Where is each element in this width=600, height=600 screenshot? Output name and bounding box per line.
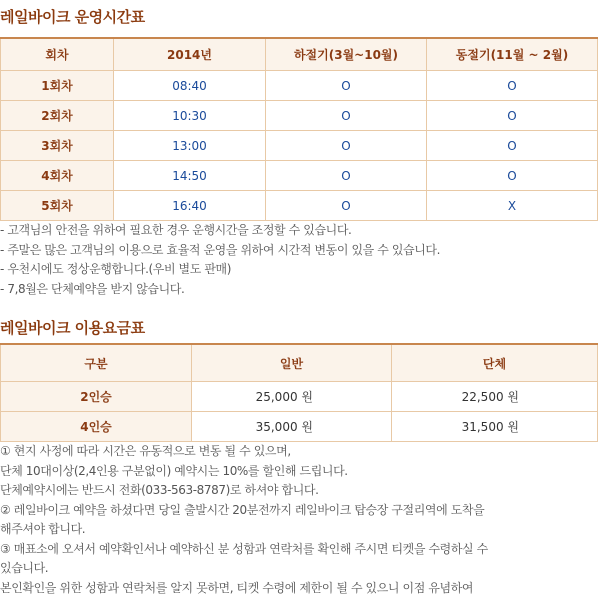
- general-price: 25,000 원: [192, 382, 392, 412]
- schedule-header-winter: 동절기(11월 ~ 2월): [427, 38, 598, 71]
- note-line: - 우천시에도 정상운행합니다.(우비 별도 판매): [0, 262, 232, 276]
- winter-availability: O: [427, 131, 598, 161]
- note-line: 해주셔야 합니다.: [0, 522, 86, 536]
- note-line: 있습니다.: [0, 561, 49, 575]
- winter-availability: O: [427, 101, 598, 131]
- schedule-notes: [0, 221, 440, 299]
- fee-header-row: [1, 344, 598, 382]
- note-line: 본인확인을 위한 성함과 연락처를 알지 못하면, 티켓 수령에 제한이 될 수 있으니 이점 유념하여: [0, 580, 474, 595]
- round-label: 1회차: [1, 71, 114, 101]
- fee-header-general: 일반: [192, 344, 392, 382]
- note-line: 단체예약시에는 반드시 전화(033-563-8787)로 하셔야 합니다.: [0, 483, 319, 497]
- schedule-header-summer: 하절기(3월~10월): [266, 38, 427, 71]
- note-line: 단체 10대이상(2,4인용 구분없이) 예약시는 10%를 할인해 드립니다.: [0, 463, 348, 478]
- bike-type: 2인승: [1, 382, 192, 412]
- note-line: ③ 매표소에 오셔서 예약확인서나 예약하신 분 성함과 연락처를 확인해 주시면 티켓을 수령하실 수: [0, 541, 488, 556]
- fee-title: 레일바이크 이용요금표: [0, 319, 145, 337]
- departure-time: 14:50: [114, 161, 266, 191]
- schedule-header-round: 회차: [1, 38, 114, 71]
- table-row: [1, 71, 598, 101]
- summer-availability: O: [266, 101, 427, 131]
- round-label: 2회차: [1, 101, 114, 131]
- table-row: [1, 131, 598, 161]
- general-price: 35,000 원: [192, 412, 392, 442]
- table-row: [1, 161, 598, 191]
- note-line: ② 레일바이크 예약을 하셨다면 당일 출발시간 20분전까지 레일바이크 탑승장 구절리역에 도착을: [0, 502, 485, 517]
- departure-time: 13:00: [114, 131, 266, 161]
- table-row: [1, 191, 598, 221]
- note-line: - 주말은 많은 고객님의 이용으로 효율적 운영을 위하여 시간적 변동이 있을 수 있습니다.: [0, 242, 441, 257]
- winter-availability: O: [427, 71, 598, 101]
- round-label: 4회차: [1, 161, 114, 191]
- schedule-header-row: [1, 38, 598, 71]
- table-row: [1, 412, 598, 442]
- departure-time: 10:30: [114, 101, 266, 131]
- fee-header-group: 단체: [392, 344, 598, 382]
- fee-table: [0, 343, 598, 442]
- summer-availability: O: [266, 191, 427, 221]
- winter-availability: O: [427, 161, 598, 191]
- round-label: 5회차: [1, 191, 114, 221]
- fee-notes: [0, 442, 488, 598]
- summer-availability: O: [266, 71, 427, 101]
- group-price: 31,500 원: [392, 412, 598, 442]
- table-row: [1, 382, 598, 412]
- winter-availability: X: [427, 191, 598, 221]
- operating-title: 레일바이크 운영시간표: [0, 8, 145, 26]
- schedule-table: [0, 37, 598, 221]
- note-line: - 7,8월은 단체예약을 받지 않습니다.: [0, 281, 185, 296]
- group-price: 22,500 원: [392, 382, 598, 412]
- round-label: 3회차: [1, 131, 114, 161]
- schedule-header-year: 2014년: [114, 38, 266, 71]
- departure-time: 16:40: [114, 191, 266, 221]
- fee-header-category: 구분: [1, 344, 192, 382]
- note-line: - 고객님의 안전을 위하여 필요한 경우 운행시간을 조정할 수 있습니다.: [0, 223, 352, 237]
- note-line: ① 현지 사정에 따라 시간은 유동적으로 변동 될 수 있으며,: [0, 444, 291, 458]
- bike-type: 4인승: [1, 412, 192, 442]
- table-row: [1, 101, 598, 131]
- summer-availability: O: [266, 131, 427, 161]
- summer-availability: O: [266, 161, 427, 191]
- departure-time: 08:40: [114, 71, 266, 101]
